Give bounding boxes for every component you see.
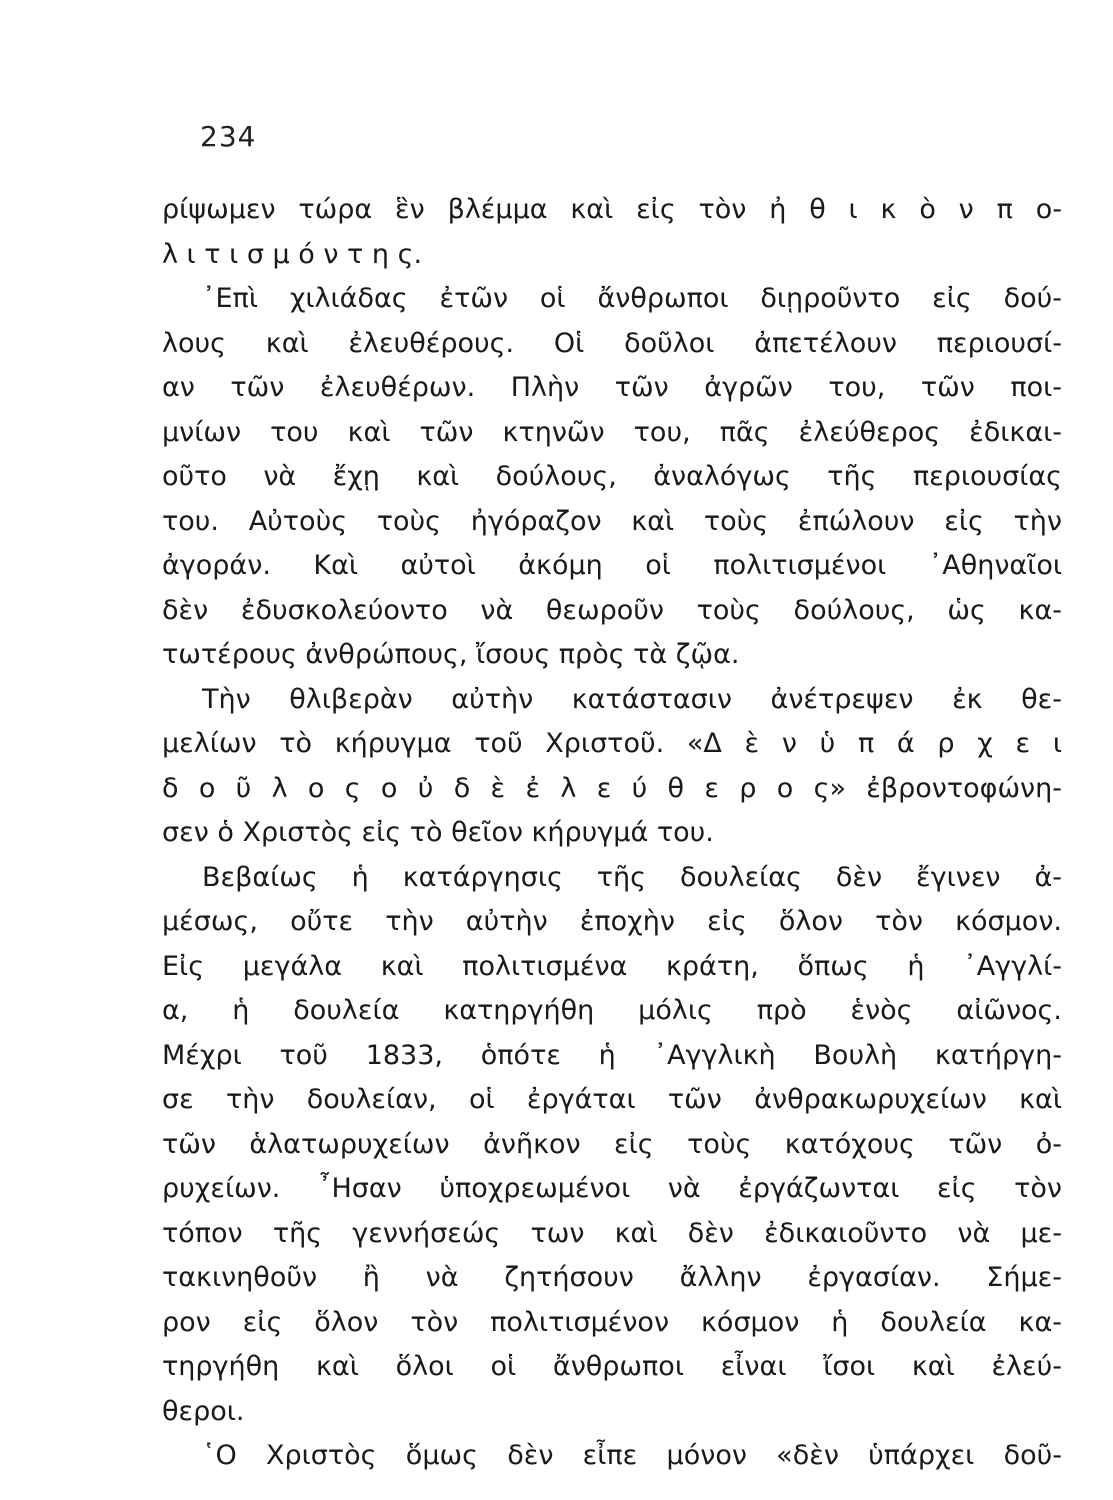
page-number: 234 bbox=[200, 120, 257, 153]
text-line: ρυχείων. ῏Ησαν ὑποχρεωμένοι νὰ ἐργάζωνται εἰς τὸν bbox=[162, 1173, 1062, 1204]
text-line: ἀγοράν. Καὶ αὐτοὶ ἀκόμη οἱ πολιτισμένοι ᾿Αθηναῖοι bbox=[162, 550, 1062, 581]
text-line: ῾Ο Χριστὸς ὅμως δὲν εἶπε μόνον «δὲν ὑπάρχει δοῦ- bbox=[202, 1440, 1062, 1471]
text-line: Τὴν θλιβερὰν αὐτὴν κατάστασιν ἀνέτρεψεν ἐκ θε- bbox=[202, 683, 1062, 715]
text-line: μελίων τὸ κήρυγμα τοῦ Χριστοῦ. «Δ ὲ ν ὑ π ά ρ χ ε ι bbox=[162, 728, 1062, 759]
text-line: τηργήθη καὶ ὅλοι οἱ ἄνθρωποι εἶναι ἴσοι καὶ ἐλεύ- bbox=[162, 1351, 1062, 1382]
text-line: σεν ὁ Χριστὸς εἰς τὸ θεῖον κήρυγμά του. bbox=[162, 817, 714, 848]
text-line: Εἰς μεγάλα καὶ πολιτισμένα κράτη, ὅπως ἡ ᾿Αγγλί- bbox=[162, 950, 1062, 982]
text-line: τόπον τῆς γεννήσεώς των καὶ δὲν ἐδικαιοῦντο νὰ με- bbox=[162, 1217, 1062, 1249]
text-line: ρον εἰς ὅλον τὸν πολιτισμένον κόσμον ἡ δουλεία κα- bbox=[162, 1306, 1062, 1338]
text-line: τωτέρους ἀνθρώπους, ἴσους πρὸς τὰ ζῷα. bbox=[162, 639, 740, 670]
text-line: θεροι. bbox=[162, 1395, 245, 1427]
text-line: λ ι τ ι σ μ ό ν τ η ς. bbox=[162, 238, 423, 270]
text-line: δὲν ἐδυσκολεύοντο νὰ θεωροῦν τοὺς δούλους, ὡς κα- bbox=[162, 594, 1062, 626]
text-line: λους καὶ ἐλευθέρους. Οἱ δοῦλοι ἀπετέλουν περιουσί- bbox=[162, 327, 1062, 359]
text-line: τῶν ἁλατωρυχείων ἀνῆκον εἰς τοὺς κατόχους τῶν ὀ- bbox=[162, 1128, 1062, 1160]
text-line: τακινηθοῦν ἢ νὰ ζητήσουν ἄλλην ἐργασίαν. Σήμε- bbox=[162, 1262, 1062, 1293]
text-line: σε τὴν δουλείαν, οἱ ἐργάται τῶν ἀνθρακωρυχείων καὶ bbox=[162, 1084, 1062, 1115]
text-line: ᾿Επὶ χιλιάδας ἐτῶν οἱ ἄνθρωποι διῃροῦντο εἰς δού- bbox=[202, 283, 1062, 314]
text-line: αν τῶν ἐλευθέρων. Πλὴν τῶν ἀγρῶν του, τῶν ποι- bbox=[162, 372, 1062, 403]
text-line: Μέχρι τοῦ 1833, ὁπότε ἡ ᾿Αγγλικὴ Βουλὴ κατήργη- bbox=[162, 1039, 1062, 1071]
text-line: α, ἡ δουλεία κατηργήθη μόλις πρὸ ἑνὸς αἰῶνος. bbox=[162, 995, 1062, 1026]
text-line: ρίψωμεν τώρα ἓν βλέμμα καὶ εἰς τὸν ἠ θ ι κ ὸ ν π ο- bbox=[162, 194, 1062, 225]
text-line: του. Αὐτοὺς τοὺς ἠγόραζον καὶ τοὺς ἐπώλουν εἰς τὴν bbox=[162, 505, 1062, 537]
text-line: Βεβαίως ἡ κατάργησις τῆς δουλείας δὲν ἔγινεν ἀ- bbox=[202, 861, 1062, 893]
text-line: οῦτο νὰ ἔχῃ καὶ δούλους, ἀναλόγως τῆς περιουσίας bbox=[162, 461, 1062, 492]
text-line: μέσως, οὔτε τὴν αὐτὴν ἐποχὴν εἰς ὅλον τὸν κόσμον. bbox=[162, 906, 1062, 937]
text-line: δ ο ῦ λ ο ς ο ὐ δ ὲ ἐ λ ε ύ θ ε ρ ο ς» ἐβροντοφώνη- bbox=[162, 772, 1062, 804]
body-text bbox=[162, 188, 1062, 1479]
text-line: μνίων του καὶ τῶν κτηνῶν του, πᾶς ἐλεύθερος ἐδικαι- bbox=[162, 416, 1062, 448]
